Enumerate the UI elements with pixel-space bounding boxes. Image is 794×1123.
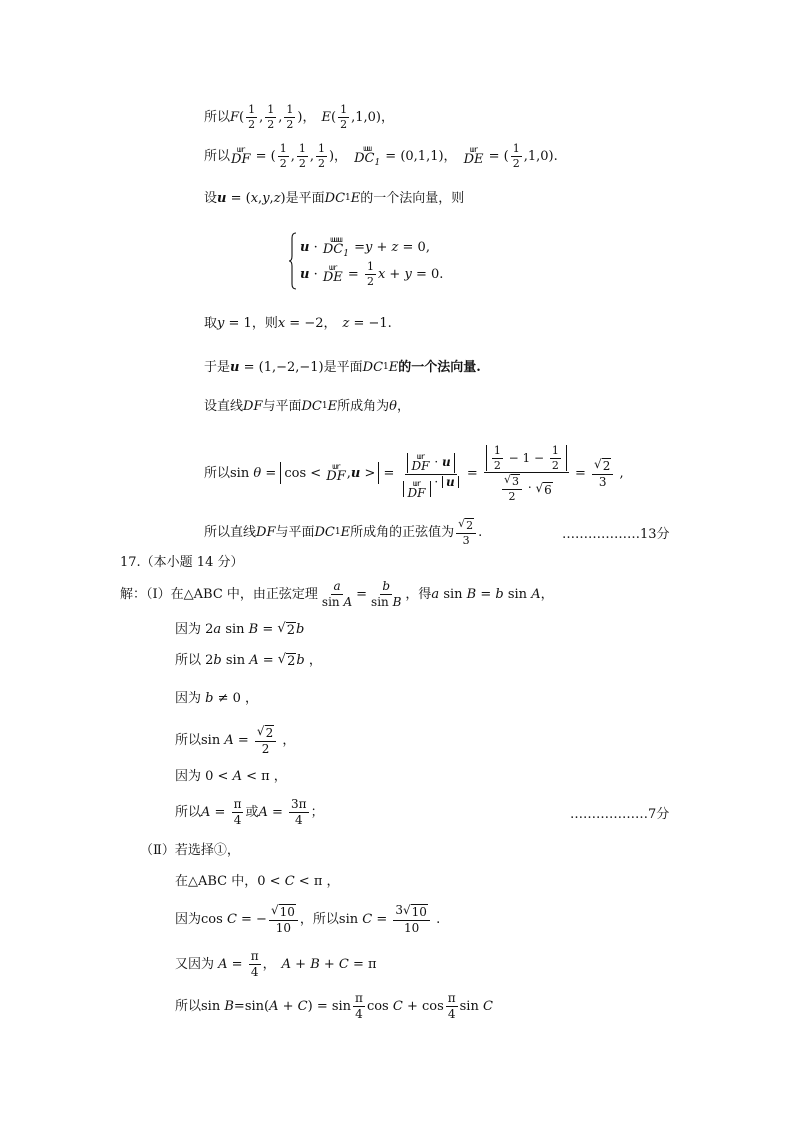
line-normal-vector-def: 设 u = ( x , y , z ) 是平面 DC 1 E 的一个法向量，则 (204, 191, 465, 206)
line-take-values: 取 y = 1 ，则 x = −2， z = −1. (204, 316, 392, 331)
line-system-eq-2: u · ɯr DE = $\frac{1}{2}$ x + y = 0. (300, 260, 444, 288)
score-7: ………………7分 (570, 807, 670, 822)
problem-17-header: 17.（本小题 14 分） (120, 555, 244, 570)
text-end: ， (380, 109, 394, 125)
line-deduce-1: 所以 2 b sin A = √ 2 b ， (175, 652, 322, 669)
line-normal-vector-result: 于是 u = (1,−2,−1) 是平面 DC 1 E 的一个法向量. (204, 360, 481, 375)
line-system-eq-1: u · ɯɯɯ $DC_1$ = y + z = 0, (300, 235, 430, 259)
line-b-nonzero: 因为 b ≠ 0 ， (175, 691, 259, 706)
line-sinB-expansion: 所以 sin B =sin( A + C ) = sin $\frac{\pi}{4}$ cos C + cos $\frac{\pi}{4}$ sin C (175, 991, 493, 1021)
text-prefix: 所以 (204, 148, 231, 164)
score-13: ………………13分 (562, 527, 670, 542)
line-cosC-sinC: 因为 cos C = − √ 10 10 ，所以 sin C = 3√ 10 10 . (175, 903, 441, 935)
line-C-range: 在△ABC 中， 0 < C < π ， (175, 874, 340, 889)
line-angle-def: 设直线 DF 与平面 DC 1 E 所成角为 θ ， (204, 399, 410, 414)
line-sinA: 所以 sin A = √ 2 2 ， (175, 724, 296, 756)
line-vectors: 所以 ɯr DF = ( $\frac{1}{2}$ , $\frac{1}{2}$ , $\frac{1}{2}$ )， ɯɯ $DC_1$ = (0,1,1)， ɯr DE = ( $\frac{1}{2}$ ,1,0). (204, 142, 558, 170)
part-2-header: （Ⅱ）若选择①， (140, 843, 240, 858)
text-sep: ， (302, 109, 316, 125)
line-angle-sum: 又因为 A = $\frac{\pi}{4}$ ， A + B + C = π (175, 949, 377, 979)
line-A-values: 所以 A = $\frac{\pi}{4}$ 或 A = $\frac{3\pi}{4}$ ； (175, 797, 324, 827)
line-sine-result: 所以直线 DF 与平面 DC 1 E 所成角的正弦值为 √ 2 3 . (204, 517, 483, 547)
system-brace (289, 232, 297, 290)
line-given-1: 因为 2 a sin B = √ 2 b (175, 621, 305, 638)
line-A-range: 因为 0 < A < π ， (175, 769, 287, 784)
line-sine-formula: 所以 sin θ = cos < ɯr DF , u > = ɯr DF · u ɯr DF · u = $\frac{1}{2}$ − 1 − $\frac{1}{2}$ √ 3 2 · √ 6 = √ 2 3 , (204, 444, 624, 503)
line-sine-rule: 解：（Ⅰ）在△ABC 中，由正弦定理 $\frac{a}{\text{sin A}}$ = $\frac{b}{\text{sin B}}$ ，得 a sin B = b sin A ， (120, 579, 554, 609)
text-prefix: 所以 (204, 109, 231, 125)
line-coordinates-F-E: 所以 F ( $\frac{1}{2}$ , $\frac{1}{2}$ , $\frac{1}{2}$ ) ， E ( $\frac{1}{2}$ ,1,0) ， (204, 103, 394, 131)
